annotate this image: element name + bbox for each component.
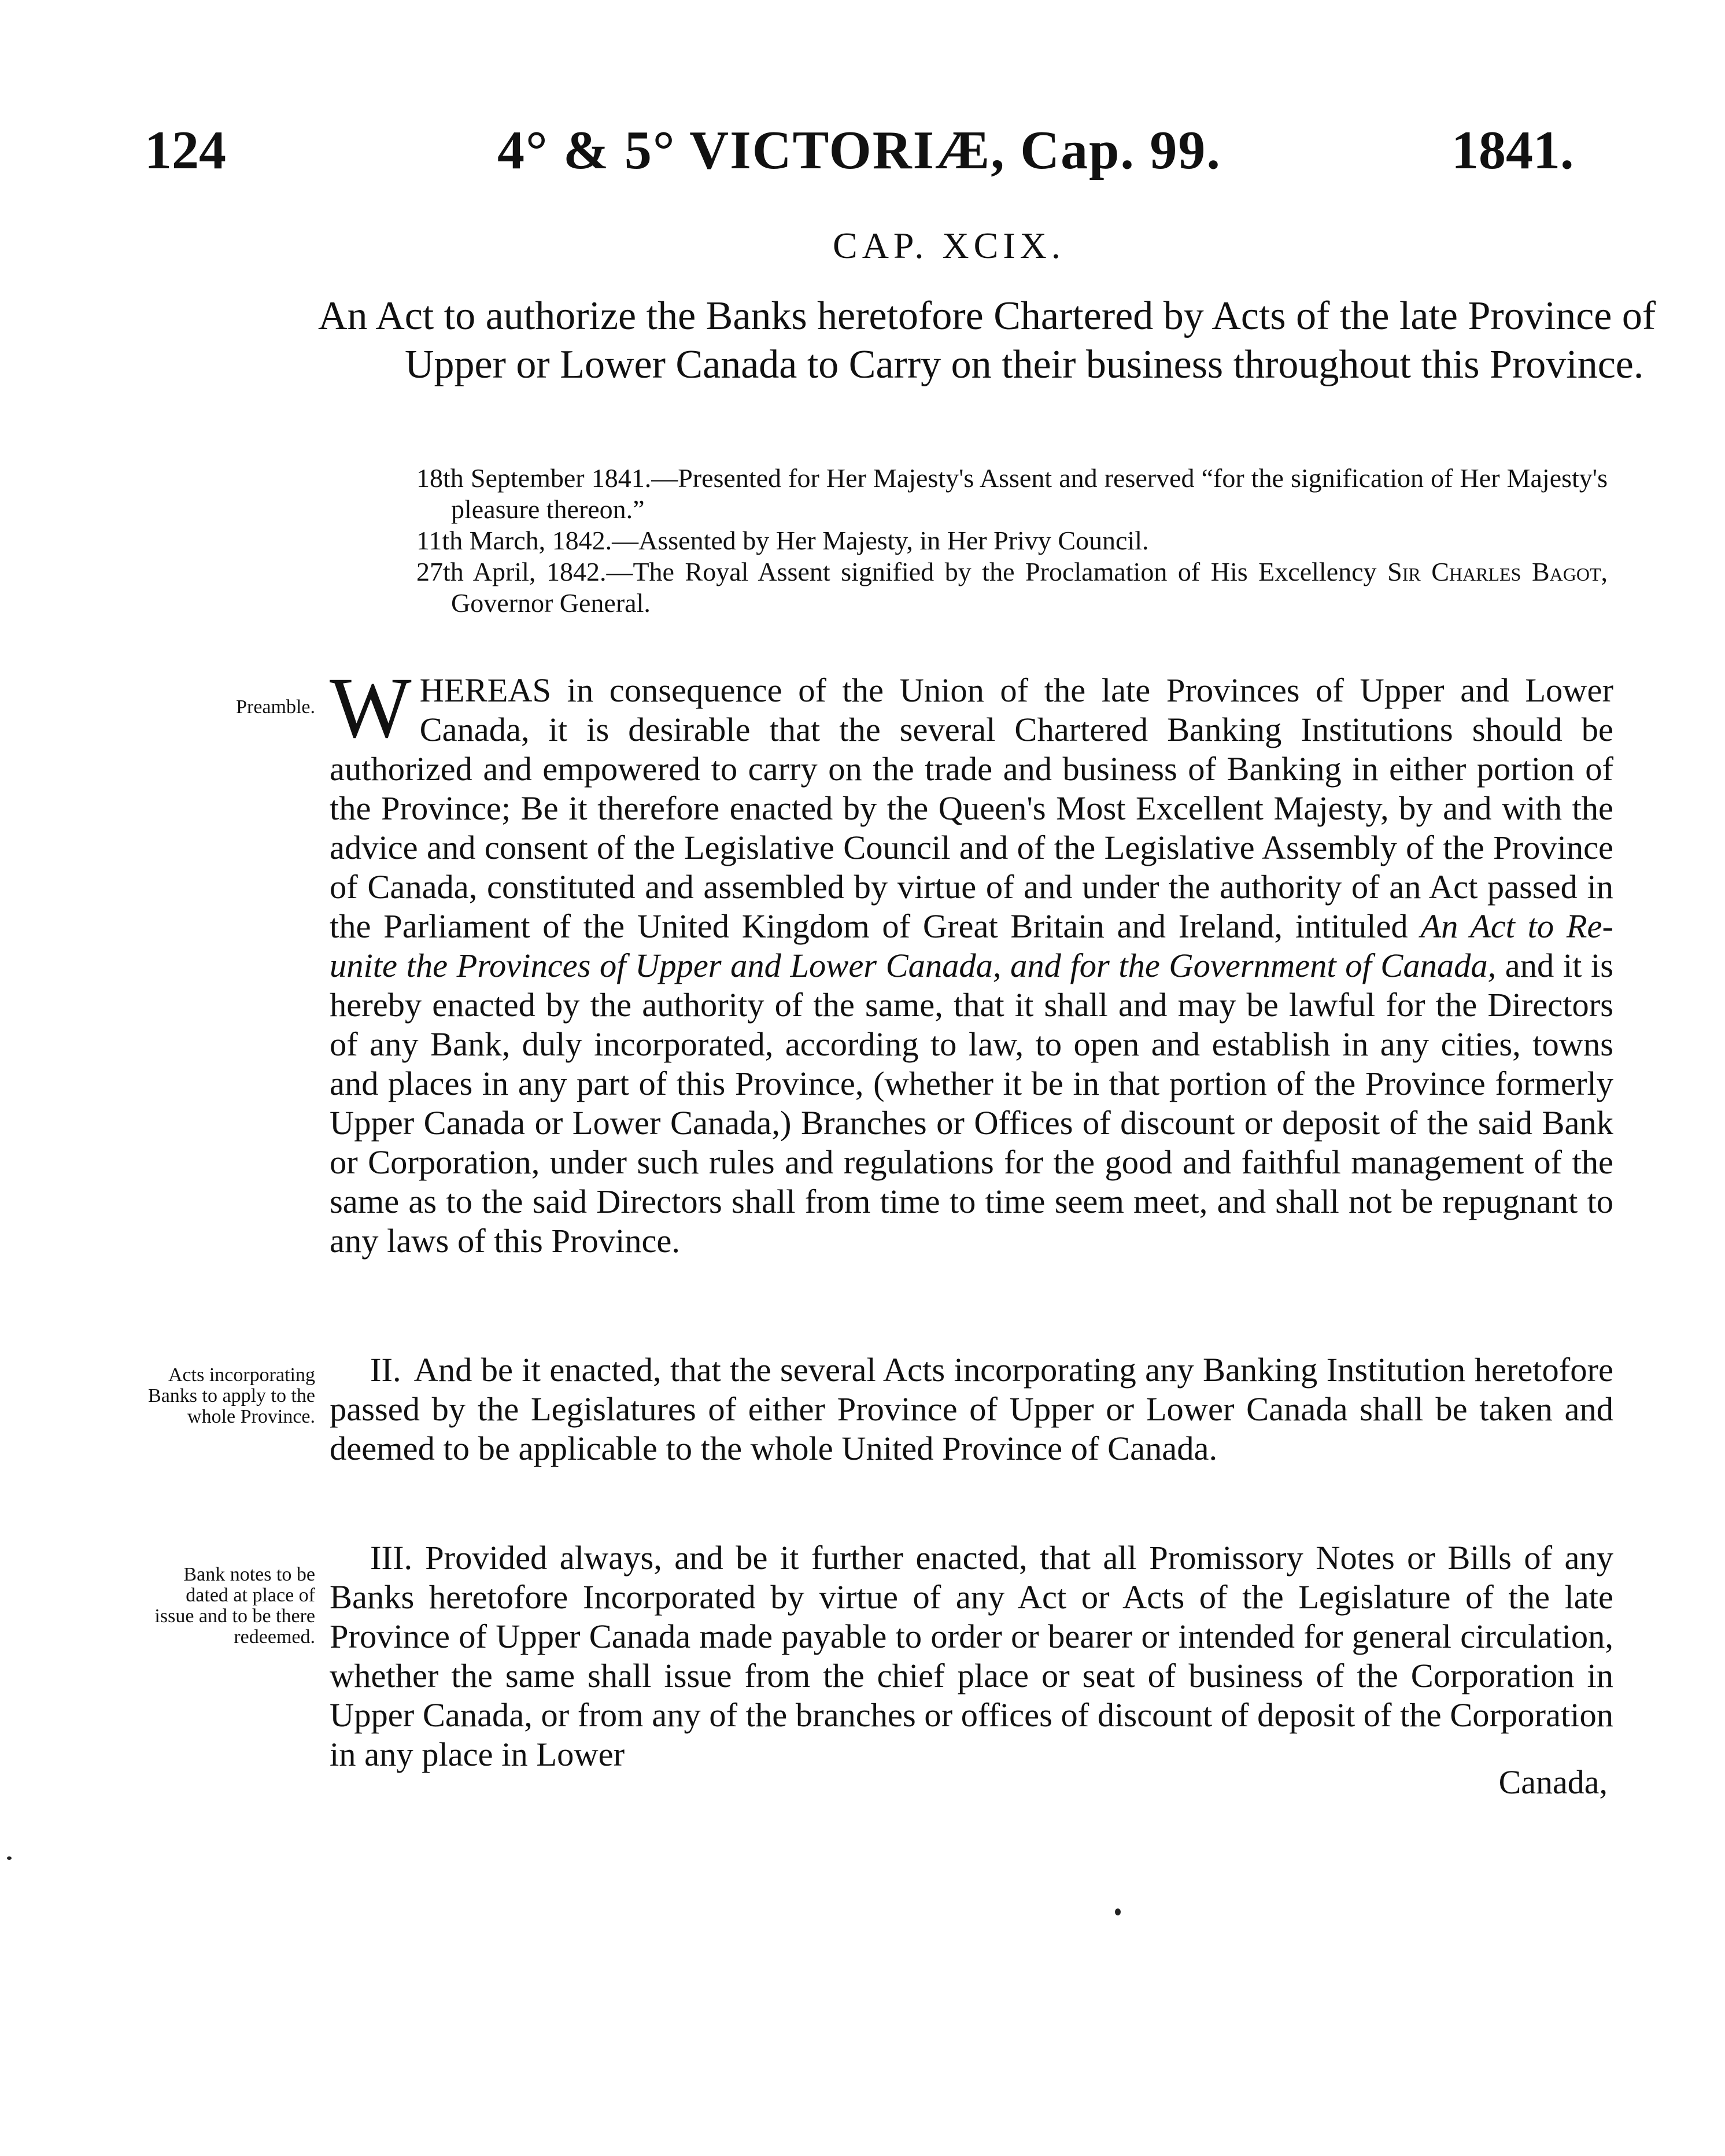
- section-3-paragraph: [330, 1538, 1613, 1774]
- running-title-suffix: , Cap. 99.: [991, 120, 1221, 180]
- section-2-paragraph: [330, 1350, 1613, 1468]
- running-year: 1841.: [1451, 120, 1574, 180]
- date-entry-assented: 11th March, 1842.—Assented by Her Majesty, in Her Privy Council.: [416, 526, 1149, 555]
- preamble-text-b: and it is hereby enacted by the authority of the same, that it shall and may be lawful for the Directors of any Bank, duly incorporated, according to law, to open and establish in any cities, towns and places in any part of this Province, (whether it be in that portion of the Province formerly Upper Canada or Lower Canada,) Branches or Offices of discount or deposit of the said Bank or Corporation, under such rules and regulations for the good and faithful management of the same as to the said Directors shall from time to time seem meet, and shall not be repugnant to any laws of this Province.: [330, 947, 1613, 1260]
- drop-cap: W: [330, 660, 412, 756]
- preamble-paragraph: [330, 660, 1613, 1261]
- margin-note-section-2: Acts incorporating Banks to apply to the whole Province.: [148, 1364, 315, 1427]
- chapter-heading: CAP. XCIX.: [833, 225, 1065, 266]
- assent-dates: [416, 463, 1608, 619]
- running-title: [497, 110, 1221, 191]
- date-entry-proclamation: [416, 556, 1608, 619]
- date-entry-presented: 18th September 1841.—Presented for Her Majesty's Assent and reserved “for the signification of Her Majesty's pleasure thereon.”: [416, 463, 1608, 524]
- page-number: 124: [145, 120, 226, 180]
- section-2-text: And be it enacted, that the several Acts incorporating any Banking Institution heretofore passed by the Legislatures of either Province of Upper or Lower Canada shall be taken and deemed to be applicable to the whole United Province of Canada.: [330, 1351, 1613, 1467]
- preamble-italic-title: An Act to Re-unite the Provinces of Upper and Lower Canada, and for the Government of Canada,: [330, 907, 1613, 984]
- catchword: Canada,: [1498, 1763, 1608, 1801]
- section-3-number: III.: [370, 1539, 413, 1577]
- running-title-prefix: 4° & 5°: [497, 120, 690, 180]
- print-speck: [7, 1856, 12, 1860]
- section-2-number: II.: [370, 1351, 401, 1389]
- running-title-regnal: VICTORIÆ: [689, 120, 991, 180]
- act-title: An Act to authorize the Banks heretofore Chartered by Acts of the late Province of Upper or Lower Canada to Carry on their business throughout this Province.: [318, 294, 1656, 387]
- preamble-text-a: HEREAS in consequence of the Union of the late Provinces of Upper and Lower Canada, it is desirable that the several Chartered Banking Institutions should be authorized and empowered to carry on the trade and business of Banking in either portion of the Province; Be it therefore enacted by the Queen's Most Excellent Majesty, by and with the advice and consent of the Legislative Council and of the Legislative Assembly of the Province of Canada, constituted and assembled by virtue of and under the authority of an Act passed in the Parliament of the United Kingdom of Great Britain and Ireland, intituled: [330, 671, 1613, 945]
- print-speck: [1115, 1908, 1121, 1915]
- margin-note-preamble: Preamble.: [236, 696, 315, 718]
- section-3-text: Provided always, and be it further enacted, that all Promissory Notes or Bills of any Banks heretofore Incorporated by virtue of any Act or Acts of the Legislature of the late Province of Upper Canada made payable to order or bearer or intended for general circulation, whether the same shall issue from the chief place or seat of business of the Corporation in Upper Canada, or from any of the branches or offices of discount of deposit of the Corporation in any place in Lower: [330, 1539, 1613, 1773]
- governor-name: Sir Charles Bagot: [1387, 557, 1601, 586]
- date-entry-proclamation-text: 27th April, 1842.—The Royal Assent signified by the Proclamation of His Excellency: [416, 557, 1388, 586]
- governor-title: , Governor General.: [451, 557, 1608, 618]
- margin-note-section-3: Bank notes to be dated at place of issue and to be there redeemed.: [154, 1564, 315, 1648]
